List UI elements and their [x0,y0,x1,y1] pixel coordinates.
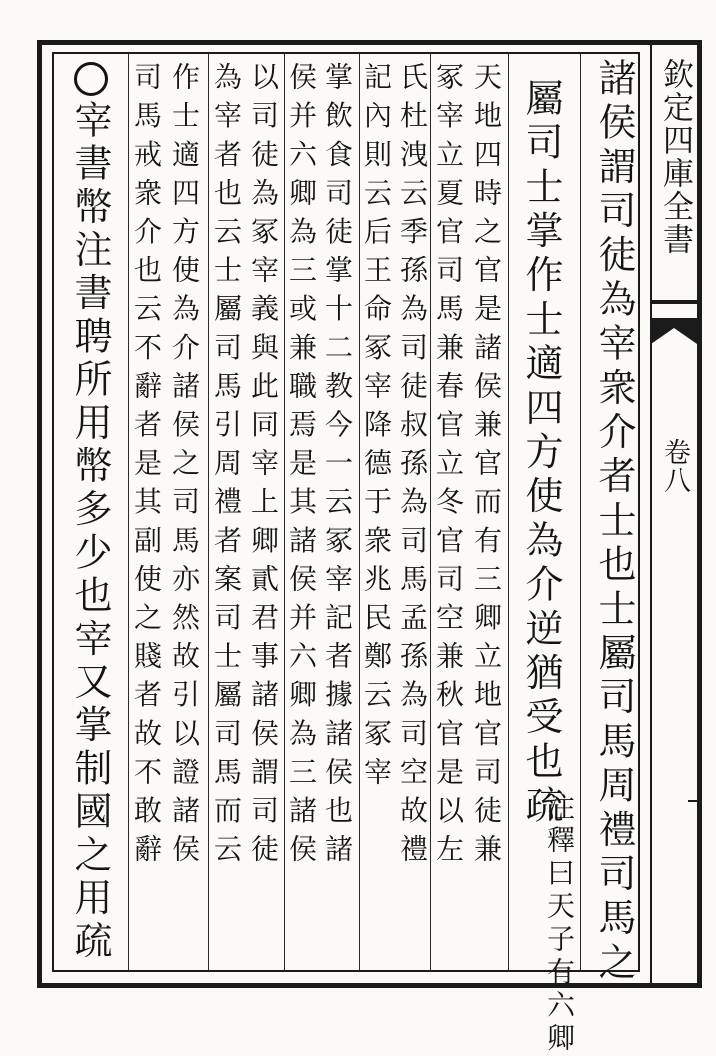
commentary-column-9: 以司徒為冢宰義與此同宰上卿貳君事諸侯謂司徒 [247,62,280,873]
commentary-column-2a: 注釋曰天子有六卿 [543,792,576,1056]
fish-tail-mark [651,318,697,344]
commentary-column-8: 侯并六卿為三或兼職焉是其諸侯并六卿為三諸侯 [285,62,318,873]
commentary-column-4: 冢宰立夏官司馬兼春官立冬官司空兼秋官是以左 [432,62,465,873]
circle-marker [74,62,108,96]
book-title: 欽定四庫全書 [657,58,693,256]
juan-label: 卷八 [659,438,690,494]
text-column-1: 諸侯謂司徒為宰衆介者士也士屬司馬周禮司馬之 [592,58,636,987]
commentary-column-11: 作士適四方使為介諸侯之司馬亦然故引以證諸侯 [168,62,201,873]
column-rule [580,54,581,970]
commentary-column-6: 記內則云后王命冢宰降德于衆兆民鄭云冢宰 [360,62,393,796]
column-rule [430,54,431,970]
text-column-2: 屬司士掌作士適四方使為介逆猶受也疏 [519,78,563,830]
column-rule [128,54,129,970]
column-rule [508,54,509,970]
commentary-column-3: 天地四時之官是諸侯兼官而有三卿立地官司徒兼 [470,62,503,873]
commentary-column-12: 司馬戒衆介也云不辭者是其副使之賤者故不敢辭 [130,62,163,873]
margin-rule [651,300,697,304]
margin-tick [688,800,697,802]
commentary-column-7: 掌飲食司徒掌十二教今一云冢宰記者據諸侯也諸 [321,62,354,873]
commentary-column-5: 氏杜洩云季孫為司徒叔孫為司馬孟孫為司空故禮 [396,62,429,873]
commentary-column-10: 為宰者也云士屬司馬引周禮者案司士屬司馬而云 [210,62,243,873]
text-column-13: 宰書幣注書聘所用幣多少也宰又掌制國之用疏 [68,100,112,964]
column-rule [208,54,209,970]
